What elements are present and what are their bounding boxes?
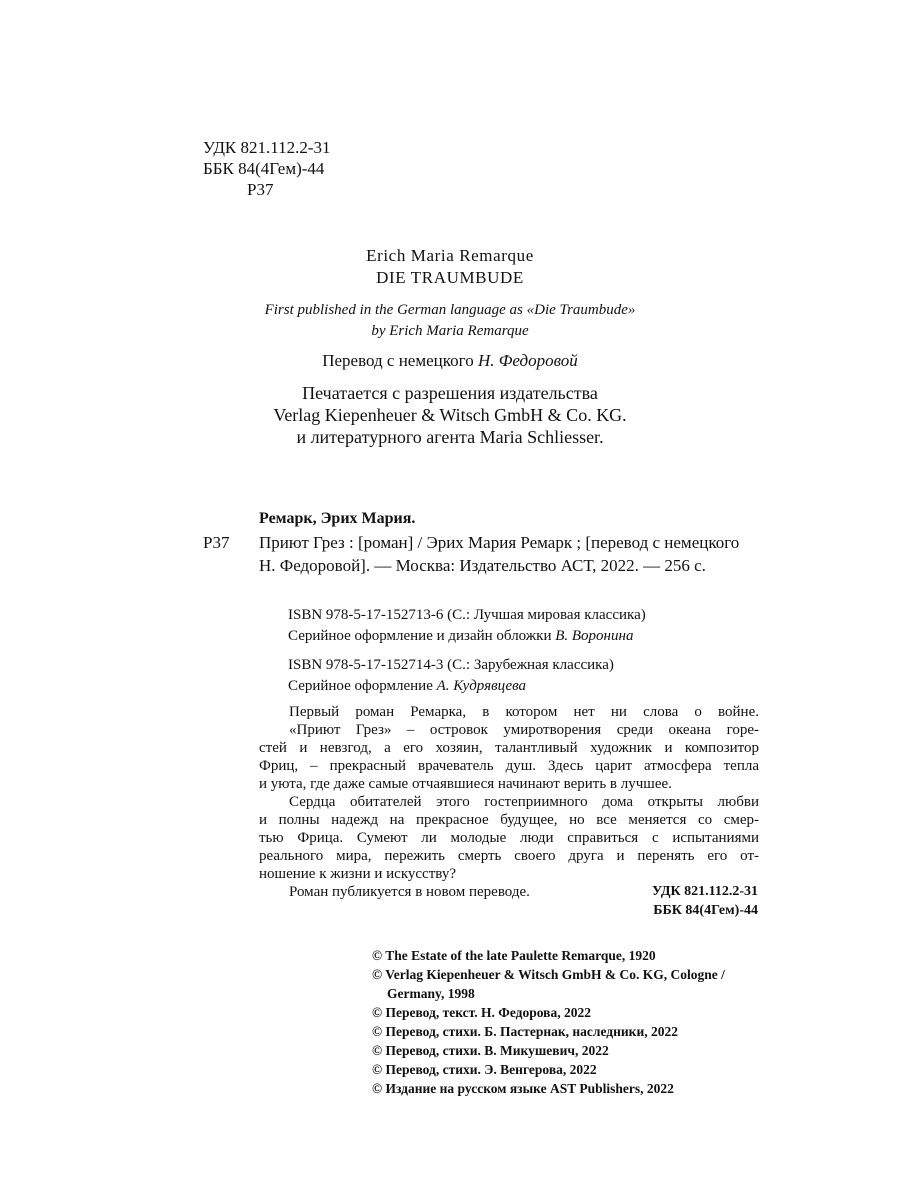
permission-line3: и литературного агента Maria Schliesser. [296,427,604,447]
isbn-block-1 [288,605,646,647]
udk-code: УДК 821.112.2-31 [651,884,758,899]
annotation [259,703,759,901]
annotation-line: тью Фрица. Сумеют ли молодые люди справиться с испытаниями [259,830,759,846]
annotation-line: Сердца обитателей этого гостеприимного дома открыты любви [289,794,759,810]
annotation-line: Фриц, – прекрасный врачеватель душ. Здесь царит атмосфера тепла [259,758,759,774]
copyright-block [372,946,725,1098]
annotation-line: ношение к жизни и искусству? [259,866,456,882]
design-person: В. Воронина [555,628,634,644]
classification-codes [203,137,331,200]
design-label: Серийное оформление и дизайн обложки [288,628,556,644]
copyright-line: Germany, 1998 [387,986,475,1001]
annotation-line: стей и невзгод, а его хозяин, талантливый художник и композитор [259,740,759,756]
bibliographic-author: Ремарк, Эрих Мария. [259,510,416,527]
isbn-block-2 [288,655,614,697]
original-title-block [0,245,900,289]
series-design-credit [288,626,646,647]
udk-code: УДК 821.112.2-31 [203,138,331,157]
isbn-number: ISBN 978-5-17-152714-3 (С.: Зарубежная классика) [288,657,614,673]
annotation-line: «Приют Грез» – островок умиротворения среди океана горе- [289,722,759,738]
bibliographic-description: Приют Грез : [роман] / Эрих Мария Ремарк ; [перевод с немецкого Н. Федоровой]. — Москва: Издательство АСТ, 2022. — 256 с. [259,533,740,575]
bibliographic-code: Р37 [203,533,230,552]
permission-note [0,382,900,448]
first-published-line1: First published in the German language as «Die Traumbude» [264,302,636,318]
translator-name: Н. Федоровой [477,351,578,370]
series-design-credit [288,676,614,697]
author-sign: Р37 [247,180,274,199]
translator-line [0,350,900,372]
copyright-line: © Verlag Kiepenheuer & Witsch GmbH & Co. KG, Cologne / [372,967,725,982]
copyright-line: © The Estate of the late Paulette Remarque, 1920 [372,948,656,963]
copyright-line: © Перевод, текст. Н. Федорова, 2022 [372,1005,591,1020]
isbn-number: ISBN 978-5-17-152713-6 (С.: Лучшая мировая классика) [288,607,646,623]
copyright-line: © Перевод, стихи. Э. Венгерова, 2022 [372,1062,597,1077]
first-published-note [0,300,900,342]
bbk-code: ББК 84(4Гем)-44 [653,903,758,918]
annotation-line: Первый роман Ремарка, в котором нет ни слова о войне. [289,704,759,720]
original-author: Erich Maria Remarque [366,246,534,265]
bbk-code: ББК 84(4Гем)-44 [203,159,325,178]
classification-codes-right [500,882,758,920]
design-person: А. Кудрявцева [436,678,527,694]
original-title: DIE TRAUMBUDE [376,268,524,287]
permission-line2: Verlag Kiepenheuer & Witsch GmbH & Co. KG. [273,405,627,425]
first-published-line2: by Erich Maria Remarque [371,323,529,339]
annotation-line: и полны надежд на прекрасное будущее, но все меняется со смер- [259,812,759,828]
copyright-line: © Перевод, стихи. В. Микушевич, 2022 [372,1043,609,1058]
copyright-line: © Издание на русском языке AST Publishers, 2022 [372,1081,674,1096]
annotation-line: и уюта, где даже самые отчаявшиеся начинают верить в лучшее. [259,776,672,792]
translator-label: Перевод с немецкого [322,351,478,370]
design-label: Серийное оформление [288,678,437,694]
annotation-line: Роман публикуется в новом переводе. [289,884,530,900]
annotation-line: реального мира, пережить смерть своего друга и перенять его от- [259,848,759,864]
permission-line1: Печатается с разрешения издательства [302,383,598,403]
copyright-line: © Перевод, стихи. Б. Пастернак, наследники, 2022 [372,1024,678,1039]
